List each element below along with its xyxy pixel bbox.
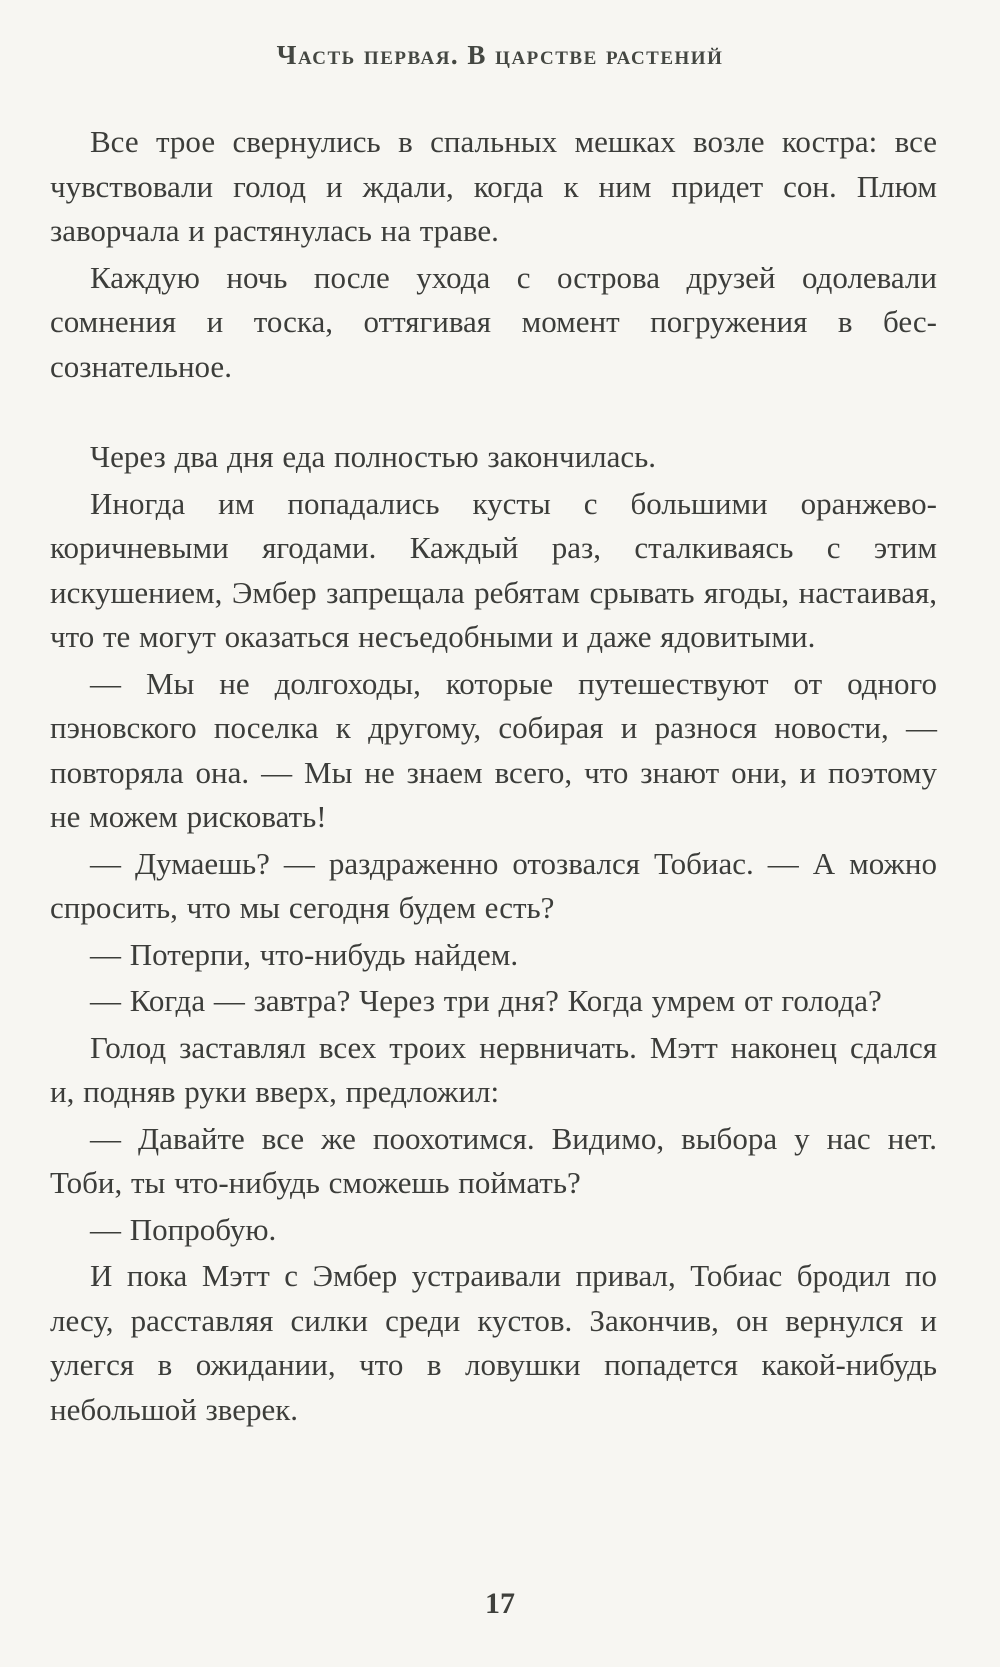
page-number: 17 [485, 1587, 515, 1620]
paragraph: Голод заставлял всех троих нервничать. Мэтт наконец сдался и, подняв руки вверх, предложил: [50, 1029, 937, 1109]
section-break [50, 391, 937, 435]
paragraph: Через два дня еда полностью закончилась. [90, 439, 657, 474]
dialogue-paragraph: — Попробую. [90, 1211, 277, 1247]
dialogue-paragraph: — Потерпи, что-нибудь найдем. [90, 936, 519, 972]
dialogue-paragraph: — Мы не долгоходы, которые путешествуют от одного пэновского поселка к другому, собирая и разнося новости, — повторяла она. — Мы не знаем всего, что знают они, и поэтому не можем рисковать! [50, 665, 937, 834]
body-text [50, 120, 937, 1434]
paragraph: Каждую ночь после ухода с острова друзей одолевали сомнения и тоска, оттягивая момент погружения в бессознательное. [50, 259, 937, 384]
paragraph: Иногда им попадались кусты с большими оранжево-коричневыми ягодами. Каждый раз, сталкиваясь с этим искушением, Эмбер запрещала ребятам срывать ягоды, настаивая, что те могут оказаться несъедобными и даже ядовитыми. [50, 485, 937, 654]
dialogue-paragraph: — Когда — завтра? Через три дня? Когда умрем от голода? [90, 983, 882, 1018]
running-head: Часть первая. В царстве растений [276, 40, 724, 70]
paragraph: Все трое свернулись в спальных мешках возле костра: все чувствовали голод и ждали, когда к ним придет сон. Плюм заворчала и растянулась на траве. [50, 124, 937, 248]
dialogue-paragraph: — Давайте все же поохотимся. Видимо, выбора у нас нет. Тоби, ты что-нибудь сможешь поймать? [50, 1120, 937, 1200]
dialogue-paragraph: — Думаешь? — раздраженно отозвался Тобиас. — А можно спросить, что мы сегодня будем есть? [50, 845, 937, 925]
paragraph: И пока Мэтт с Эмбер устраивали привал, Тобиас бродил по лесу, расставляя силки среди кустов. Закончив, он вернулся и улегся в ожидании, что в ловушки попадется какой-нибудь небольшой зверек. [50, 1258, 937, 1427]
